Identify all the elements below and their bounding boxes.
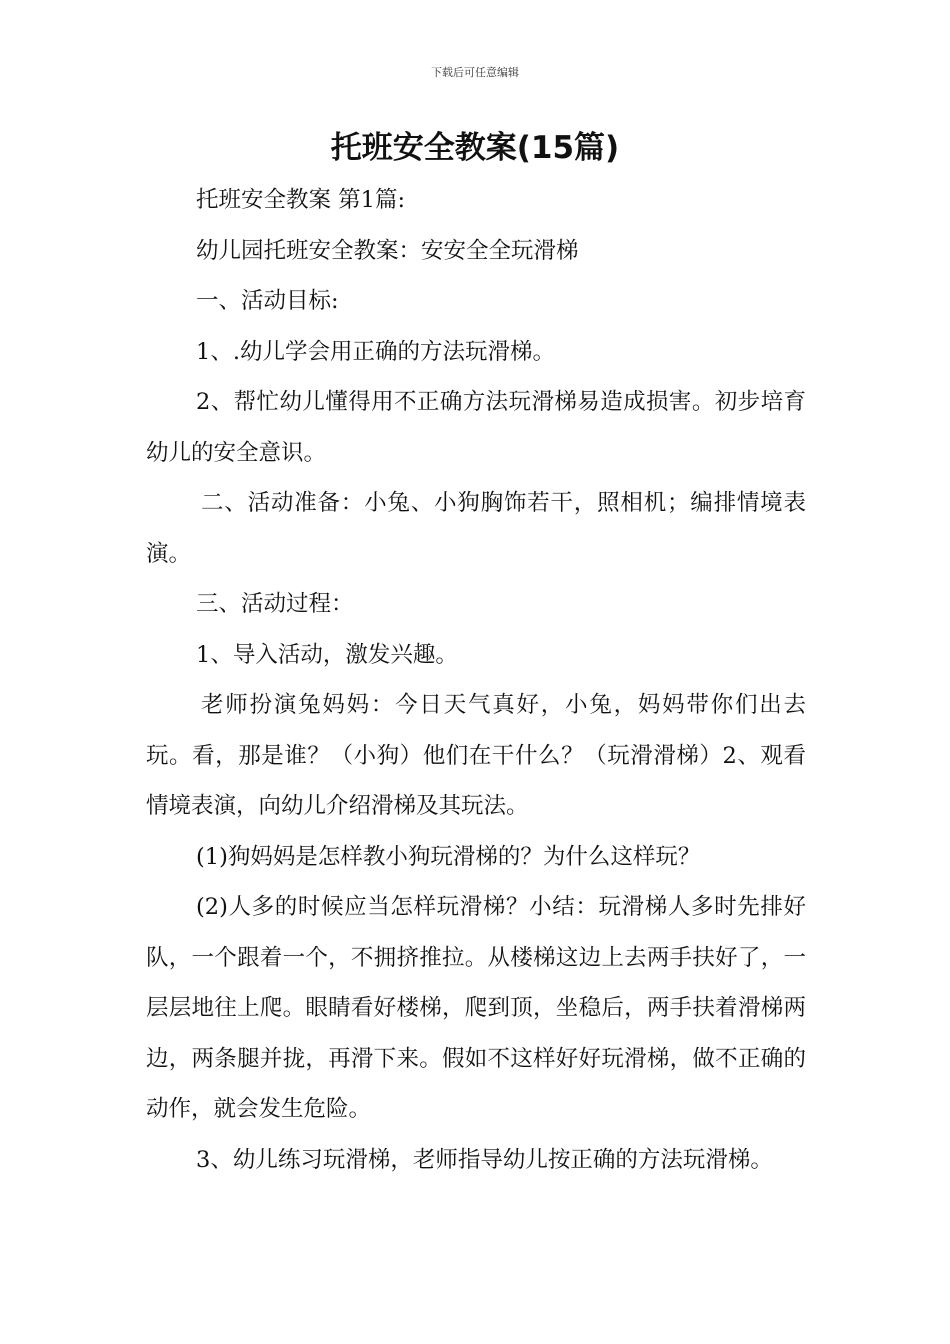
- question-1: (1)狗妈妈是怎样教小狗玩滑梯的？为什么这样玩？: [196, 843, 701, 870]
- section-heading: 托班安全教案 第1篇:: [196, 187, 406, 213]
- goal-item-2: 2、帮忙幼儿懂得用不正确方法玩滑梯易造成损害。初步培育幼儿的安全意识。: [146, 389, 806, 466]
- section-process-heading: 三、活动过程：: [196, 591, 354, 617]
- question-2-summary: (2)人多的时候应当怎样玩滑梯？小结：玩滑梯人多时先排好队，一个跟着一个，不拥挤推拉。从楼梯这边上去两手扶好了，一层层地往上爬。眼睛看好楼梯，爬到顶，坐稳后，两手扶着滑梯两边，两条腿并拢，再滑下来。假如不这样好好玩滑梯，做不正确的动作，就会发生危险。: [146, 894, 806, 1122]
- process-step-1: 1、导入活动，激发兴趣。: [196, 641, 458, 668]
- document-title: 托班安全教案(15篇): [330, 130, 620, 166]
- section-goals-heading: 一、活动目标:: [196, 288, 339, 314]
- lesson-title: 幼儿园托班安全教案：安安全全玩滑梯: [196, 237, 579, 264]
- document-body: [146, 175, 806, 1185]
- goal-item-1: 1、.幼儿学会用正确的方法玩滑梯。: [196, 338, 555, 365]
- teacher-role-paragraph: 老师扮演兔妈妈：今日天气真好，小兔，妈妈带你们出去玩。看，那是谁？（小狗）他们在干什么？（玩滑滑梯）2、观看情境表演，向幼儿介绍滑梯及其玩法。: [146, 692, 806, 819]
- process-step-3: 3、幼儿练习玩滑梯，老师指导幼儿按正确的方法玩滑梯。: [196, 1146, 773, 1173]
- header-note: 下载后可任意编辑: [431, 66, 519, 79]
- preparation-paragraph: 二、活动准备：小兔、小狗胸饰若干，照相机；编排情境表演。: [146, 490, 806, 567]
